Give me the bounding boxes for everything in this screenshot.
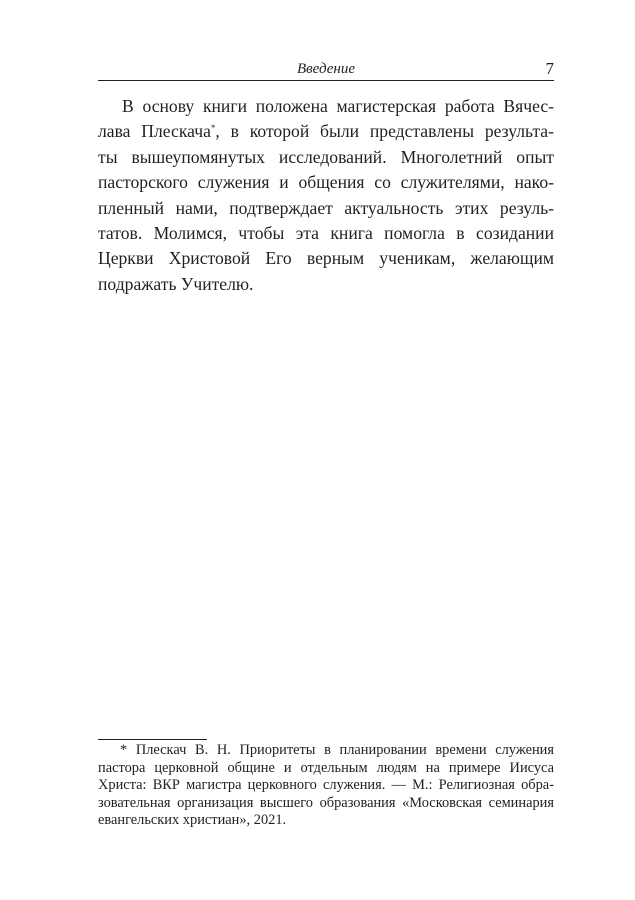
text-fragment: лава Плескача xyxy=(98,121,211,142)
running-header xyxy=(98,58,554,81)
footnote-line: Христа: ВКР магистра церковного служения. — М.: Религиозная обра- xyxy=(98,777,554,794)
footnote-line: зовательная организация высшего образования «Московская семинария xyxy=(98,794,554,811)
text-line: пасторского служения и общения со служителями, нако- xyxy=(98,172,554,193)
footnote-line: пастора церковной общине и отдельным людям на примере Иисуса xyxy=(98,759,554,776)
text-line: подражать Учителю. xyxy=(98,273,254,294)
text-line xyxy=(98,119,554,144)
footnote-marker: * xyxy=(120,742,128,758)
text-fragment: , в которой были представлены результа- xyxy=(215,121,554,142)
text-fragment: Плескач В. Н. Приоритеты в планировании времени служения xyxy=(135,742,554,758)
text-line: пленный нами, подтверждает актуальность этих резуль- xyxy=(98,197,554,218)
text-line: В основу книги положена магистерская работа Вячес- xyxy=(122,96,554,116)
footnote xyxy=(98,742,554,830)
footnote-line: евангельских христиан», 2021. xyxy=(98,812,287,829)
footnote-line xyxy=(98,742,554,760)
footnote-reference[interactable]: * xyxy=(210,123,216,134)
text-line: Церкви Христовой Его верным ученикам, желающим xyxy=(98,248,554,269)
chapter-title: Введение xyxy=(297,61,355,77)
text-line: ты вышеупомянутых исследований. Многолетний опыт xyxy=(98,146,554,167)
footnote-divider xyxy=(98,739,207,740)
text-line: татов. Молимся, чтобы эта книга помогла в созидании xyxy=(98,223,554,244)
page-number: 7 xyxy=(545,59,554,78)
body-paragraph xyxy=(98,94,554,297)
